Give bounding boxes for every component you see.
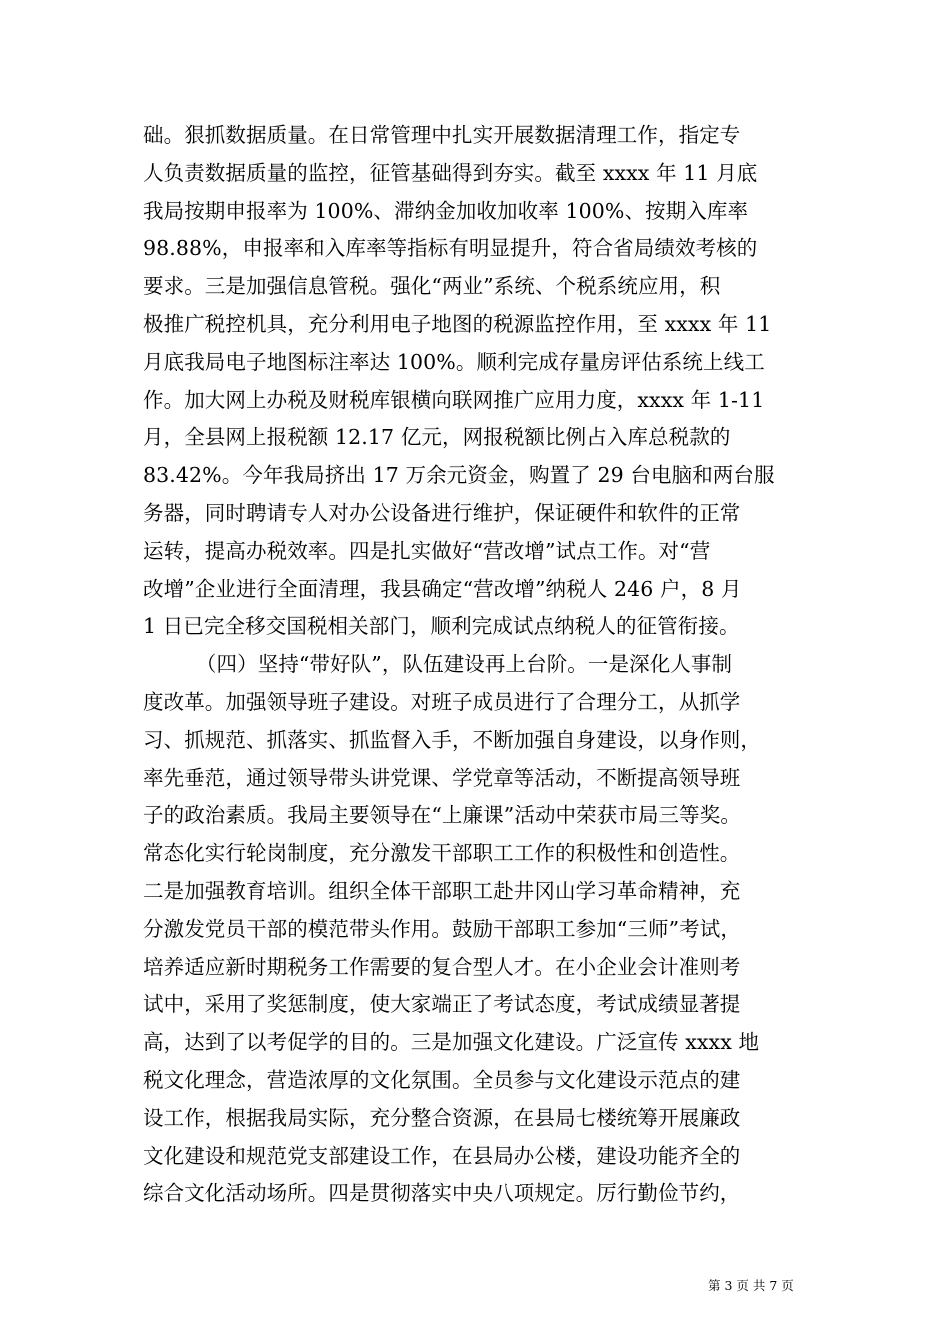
text-line: 培养适应新时期税务工作需要的复合型人才。在小企业会计准则考 [143, 954, 741, 979]
text-line: 习、抓规范、抓落实、抓监督入手，不断加强自身建设，以身作则， [143, 727, 761, 752]
text-line: 运转，提高办税效率。四是扎实做好“营改增”试点工作。对“营 [143, 538, 711, 563]
text-line: 务器，同时聘请专人对办公设备进行维护，保证硬件和软件的正常 [143, 500, 741, 525]
text-line: （四）坚持“带好队”，队伍建设再上台阶。一是深化人事制 [143, 652, 733, 677]
text-line: 试中，采用了奖惩制度，使大家端正了考试态度，考试成绩显著提 [143, 992, 741, 1017]
text-line: 度改革。加强领导班子建设。对班子成员进行了合理分工，从抓学 [143, 689, 741, 714]
text-line: 我局按期申报率为 100%、滞纳金加收加收率 100%、按期入库率 [143, 198, 749, 223]
text-line: 改增”企业进行全面清理，我县确定“营改增”纳税人 246 户，8 月 [143, 576, 742, 601]
document-body [143, 117, 813, 1213]
text-line: 要求。三是加强信息管税。强化“两业”系统、个税系统应用，积 [143, 274, 721, 299]
text-line: 子的政治素质。我局主要领导在“上廉课”活动中荣获市局三等奖。 [143, 803, 741, 828]
text-line: 作。加大网上办税及财税库银横向联网推广应用力度，xxxx 年 1-11 [143, 387, 765, 412]
text-line: 综合文化活动场所。四是贯彻落实中央八项规定。厉行勤俭节约， [143, 1181, 741, 1206]
text-line: 月，全县网上报税额 12.17 亿元，网报税额比例占入库总税款的 [143, 425, 731, 450]
text-line: 1 日已完全移交国税相关部门，顺利完成试点纳税人的征管衔接。 [143, 614, 740, 639]
text-line: 设工作，根据我局实际，充分整合资源，在县局七楼统筹开展廉政 [143, 1105, 741, 1130]
text-line: 高，达到了以考促学的目的。三是加强文化建设。广泛宣传 xxxx 地 [143, 1030, 760, 1055]
text-line: 98.88%，申报率和入库率等指标有明显提升，符合省局绩效考核的 [143, 236, 758, 261]
text-line: 率先垂范，通过领导带头讲党课、学党章等活动，不断提高领导班 [143, 765, 741, 790]
text-line: 分激发党员干部的模范带头作用。鼓励干部职工参加“三师”考试， [143, 916, 741, 941]
text-line: 月底我局电子地图标注率达 100%。顺利完成存量房评估系统上线工 [143, 349, 765, 374]
text-line: 文化建设和规范党支部建设工作，在县局办公楼，建设功能齐全的 [143, 1143, 741, 1168]
text-line: 常态化实行轮岗制度，充分激发干部职工工作的积极性和创造性。 [143, 841, 741, 866]
text-line: 人负责数据质量的监控，征管基础得到夯实。截至 xxxx 年 11 月底 [143, 160, 758, 185]
text-line: 极推广税控机具，充分利用电子地图的税源监控作用，至 xxxx 年 11 [143, 311, 772, 336]
text-line: 83.42%。今年我局挤出 17 万余元资金，购置了 29 台电脑和两台服 [143, 463, 775, 488]
text-line: 二是加强教育培训。组织全体干部职工赴井冈山学习革命精神，充 [143, 878, 741, 903]
text-line: 础。狠抓数据质量。在日常管理中扎实开展数据清理工作，指定专 [143, 123, 741, 147]
text-line: 税文化理念，营造浓厚的文化氛围。全员参与文化建设示范点的建 [143, 1067, 741, 1092]
page-number: 第 3 页 共 7 页 [708, 1278, 794, 1293]
